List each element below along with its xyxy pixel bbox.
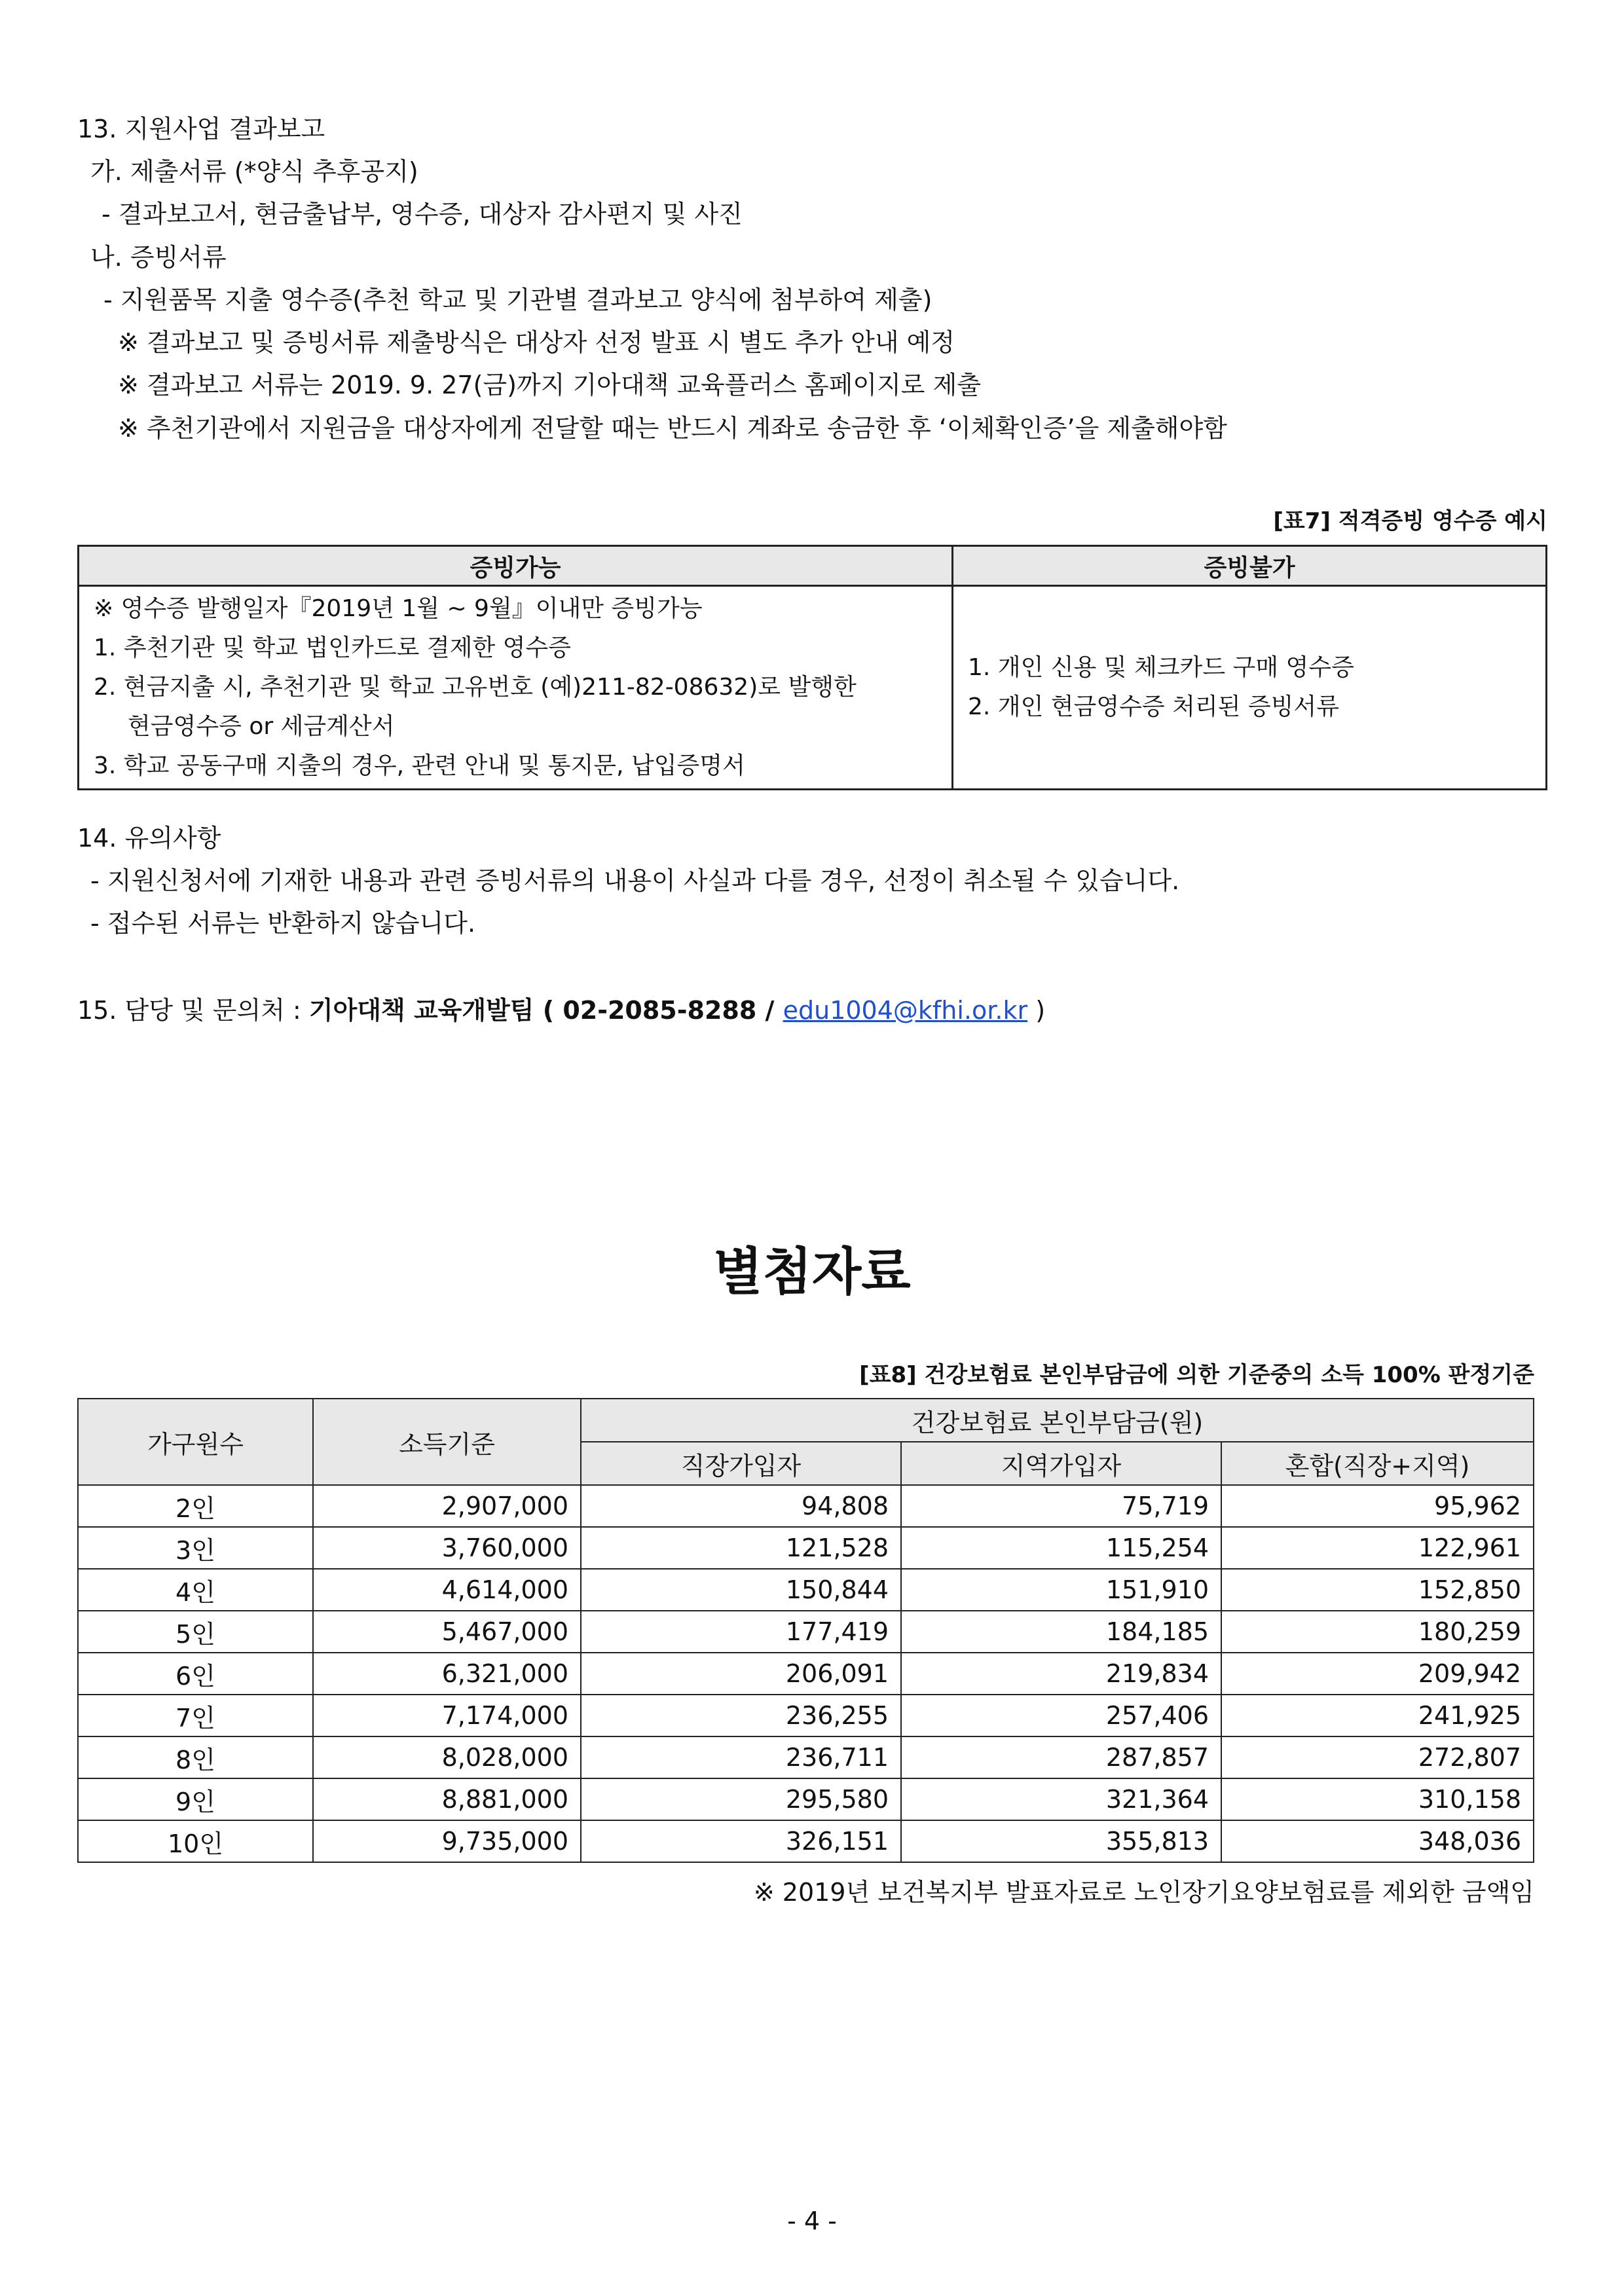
table-cell: 7인 bbox=[78, 1695, 313, 1736]
table-cell: 5인 bbox=[78, 1611, 313, 1653]
appendix-title: 별첨자료 bbox=[713, 1243, 911, 1302]
section-13-heading: 13. 지원사업 결과보고 bbox=[77, 115, 325, 143]
income-criteria-table bbox=[77, 1398, 1534, 1863]
section-13-note: ※ 결과보고 및 증빙서류 제출방식은 대상자 선정 발표 시 별도 추가 안내 예정 bbox=[118, 328, 955, 357]
table-7-allowed-item: 3. 학교 공동구매 지출의 경우, 관련 안내 및 통지문, 납입증명서 bbox=[94, 752, 745, 779]
table-row bbox=[78, 1527, 1534, 1569]
table-row bbox=[78, 1736, 1534, 1778]
section-13-note: ※ 결과보고 서류는 2019. 9. 27(금)까지 기아대책 교육플러스 홈페이지로 제출 bbox=[118, 371, 982, 399]
section-13-a-heading: 가. 제출서류 (*양식 추후공지) bbox=[90, 157, 418, 186]
table-row bbox=[78, 1485, 1534, 1527]
contact-organization: 기아대책 교육개발팀 ( 02-2085-8288 / bbox=[308, 996, 783, 1025]
table-7-allowed-item: 2. 현금지출 시, 추천기관 및 학교 고유번호 (예)211-82-08632)로 발행한 bbox=[94, 674, 857, 701]
table-7-not-allowed-cell bbox=[953, 586, 1547, 790]
table-cell: 5,467,000 bbox=[313, 1611, 581, 1653]
table-7-not-allowed-item: 2. 개인 현금영수증 처리된 증빙서류 bbox=[968, 693, 1339, 720]
table-cell: 4,614,000 bbox=[313, 1569, 581, 1611]
table-cell: 206,091 bbox=[581, 1653, 901, 1695]
section-14-item: - 접수된 서류는 반환하지 않습니다. bbox=[90, 909, 476, 938]
table-cell: 150,844 bbox=[581, 1569, 901, 1611]
table-cell: 6,321,000 bbox=[313, 1653, 581, 1695]
table-cell: 7,174,000 bbox=[313, 1695, 581, 1736]
header-insurance-group: 건강보험료 본인부담금(원) bbox=[581, 1399, 1534, 1442]
table-cell: 10인 bbox=[78, 1820, 313, 1862]
table-7-allowed-item: ※ 영수증 발행일자『2019년 1월 ~ 9월』이내만 증빙가능 bbox=[94, 595, 703, 622]
contact-close: ) bbox=[1027, 996, 1046, 1025]
table-7-header-allowed: 증빙가능 bbox=[79, 546, 953, 586]
table-cell: 9인 bbox=[78, 1778, 313, 1820]
table-cell: 8인 bbox=[78, 1736, 313, 1778]
table-cell: 180,259 bbox=[1221, 1611, 1534, 1653]
table-cell: 151,910 bbox=[901, 1569, 1221, 1611]
table-7-header-not-allowed: 증빙불가 bbox=[953, 546, 1547, 586]
table-cell: 219,834 bbox=[901, 1653, 1221, 1695]
header-household-size: 가구원수 bbox=[78, 1399, 313, 1485]
table-cell: 355,813 bbox=[901, 1820, 1221, 1862]
table-cell: 321,364 bbox=[901, 1778, 1221, 1820]
section-13-b-heading: 나. 증빙서류 bbox=[90, 243, 227, 272]
table-row bbox=[78, 1695, 1534, 1736]
table-cell: 9,735,000 bbox=[313, 1820, 581, 1862]
table-cell: 348,036 bbox=[1221, 1820, 1534, 1862]
table-cell: 152,850 bbox=[1221, 1569, 1534, 1611]
table-cell: 236,255 bbox=[581, 1695, 901, 1736]
table-row bbox=[78, 1611, 1534, 1653]
table-cell: 8,881,000 bbox=[313, 1778, 581, 1820]
table-cell: 272,807 bbox=[1221, 1736, 1534, 1778]
table-cell: 115,254 bbox=[901, 1527, 1221, 1569]
table-7-allowed-item: 1. 추천기관 및 학교 법인카드로 결제한 영수증 bbox=[94, 634, 571, 661]
section-13-a-item: - 결과보고서, 현금출납부, 영수증, 대상자 감사편지 및 사진 bbox=[101, 200, 743, 229]
table-7-allowed-item: 현금영수증 or 세금계산서 bbox=[128, 713, 395, 740]
table-7-caption: [표7] 적격증빙 영수증 예시 bbox=[1273, 508, 1547, 534]
page-number: - 4 - bbox=[787, 2207, 837, 2235]
section-15-contact bbox=[77, 994, 1045, 1027]
table-cell: 295,580 bbox=[581, 1778, 901, 1820]
table-cell: 184,185 bbox=[901, 1611, 1221, 1653]
header-regional-subscriber: 지역가입자 bbox=[901, 1442, 1221, 1485]
table-cell: 6인 bbox=[78, 1653, 313, 1695]
table-8-caption: [표8] 건강보험료 본인부담금에 의한 기준중의 소득 100% 판정기준 bbox=[859, 1362, 1534, 1388]
table-cell: 209,942 bbox=[1221, 1653, 1534, 1695]
table-cell: 177,419 bbox=[581, 1611, 901, 1653]
table-cell: 287,857 bbox=[901, 1736, 1221, 1778]
receipt-example-table bbox=[77, 545, 1547, 790]
table-cell: 326,151 bbox=[581, 1820, 901, 1862]
table-cell: 236,711 bbox=[581, 1736, 901, 1778]
header-income-standard: 소득기준 bbox=[313, 1399, 581, 1485]
table-cell: 2인 bbox=[78, 1485, 313, 1527]
table-cell: 75,719 bbox=[901, 1485, 1221, 1527]
table-cell: 8,028,000 bbox=[313, 1736, 581, 1778]
table-7-not-allowed-item: 1. 개인 신용 및 체크카드 구매 영수증 bbox=[968, 654, 1354, 681]
table-8-footnote: ※ 2019년 보건복지부 발표자료로 노인장기요양보험료를 제외한 금액임 bbox=[753, 1878, 1534, 1907]
table-cell: 4인 bbox=[78, 1569, 313, 1611]
table-row bbox=[78, 1820, 1534, 1862]
table-row bbox=[78, 1778, 1534, 1820]
table-cell: 121,528 bbox=[581, 1527, 901, 1569]
contact-label: 15. 담당 및 문의처 : bbox=[77, 996, 309, 1025]
section-13-note: ※ 추천기관에서 지원금을 대상자에게 전달할 때는 반드시 계좌로 송금한 후 ‘이체확인증’을 제출해야함 bbox=[118, 414, 1227, 443]
table-row bbox=[78, 1653, 1534, 1695]
table-cell: 94,808 bbox=[581, 1485, 901, 1527]
table-cell: 257,406 bbox=[901, 1695, 1221, 1736]
contact-email-link[interactable]: edu1004@kfhi.or.kr bbox=[783, 996, 1028, 1025]
table-cell: 95,962 bbox=[1221, 1485, 1534, 1527]
table-cell: 2,907,000 bbox=[313, 1485, 581, 1527]
table-cell: 3,760,000 bbox=[313, 1527, 581, 1569]
section-14-item: - 지원신청서에 기재한 내용과 관련 증빙서류의 내용이 사실과 다를 경우, 선정이 취소될 수 있습니다. bbox=[90, 866, 1180, 895]
section-13-b-item: - 지원품목 지출 영수증(추천 학교 및 기관별 결과보고 양식에 첨부하여 제출) bbox=[103, 285, 932, 314]
table-7-allowed-cell bbox=[79, 586, 953, 790]
section-14-heading: 14. 유의사항 bbox=[77, 824, 221, 853]
table-cell: 3인 bbox=[78, 1527, 313, 1569]
table-cell: 122,961 bbox=[1221, 1527, 1534, 1569]
table-row bbox=[78, 1569, 1534, 1611]
header-mixed-subscriber: 혼합(직장+지역) bbox=[1221, 1442, 1534, 1485]
table-cell: 241,925 bbox=[1221, 1695, 1534, 1736]
header-workplace-subscriber: 직장가입자 bbox=[581, 1442, 901, 1485]
table-cell: 310,158 bbox=[1221, 1778, 1534, 1820]
